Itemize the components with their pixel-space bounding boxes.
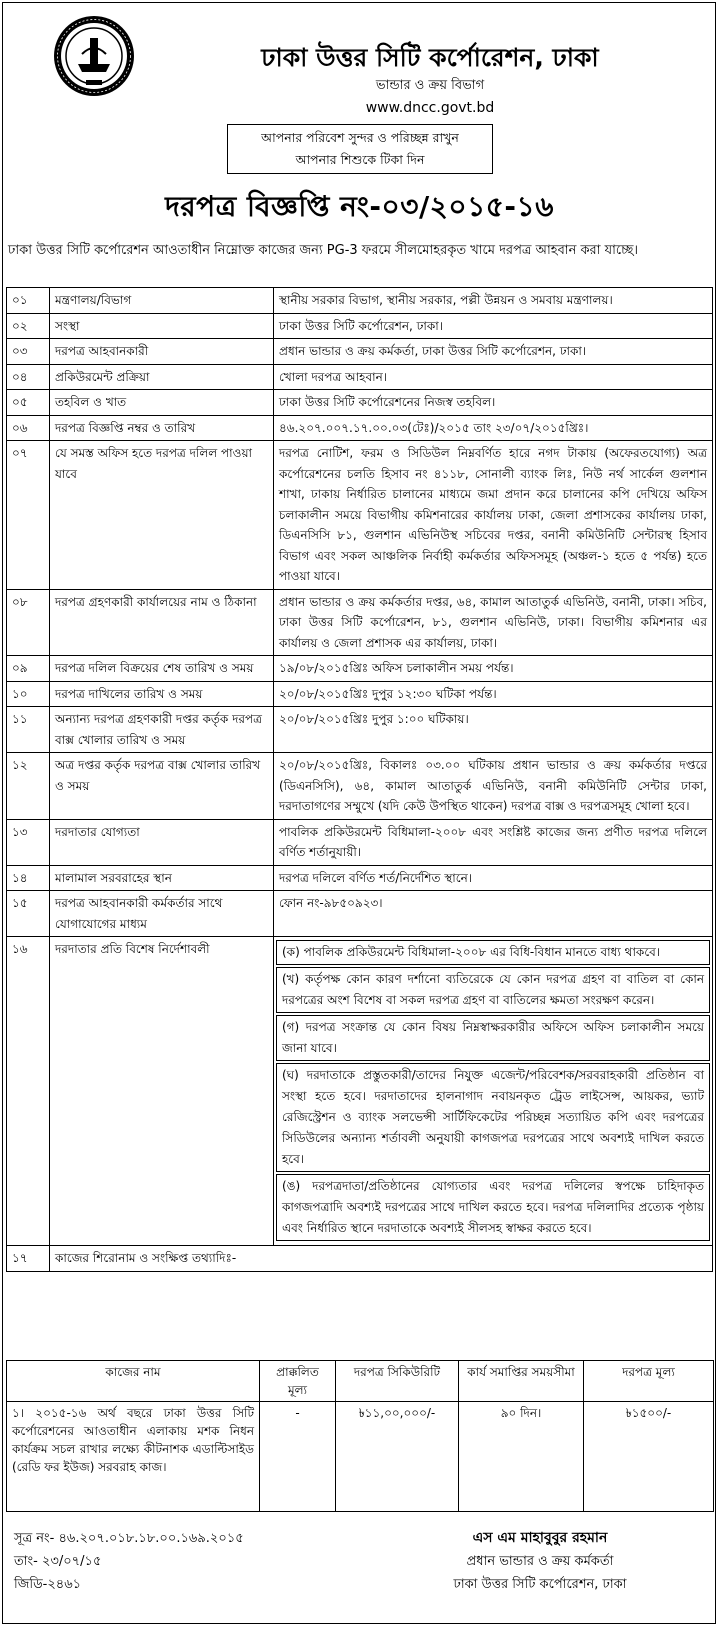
slogan-line-1: আপনার পরিবেশ সুন্দর ও পরিচ্ছন্ন রাখুন xyxy=(261,130,459,145)
row-number: ১০ xyxy=(7,681,50,707)
table-row xyxy=(7,288,713,314)
table-row xyxy=(7,415,713,441)
row-number: ০৮ xyxy=(7,589,50,656)
instruction-item: (খ) কর্তৃপক্ষ কোন কারণ দর্শানো ব্যতিরেকে যে কোন দরপত্র গ্রহণ বা বাতিল বা কোন দরপত্রের অংশ বিশেষ বা সকল দরপত্র গ্রহণ বা বাতিলের ক্ষমতা সংরক্ষণ করেন। xyxy=(276,967,710,1013)
row-number: ০৬ xyxy=(7,415,50,441)
row-number: ০৯ xyxy=(7,656,50,682)
intro-paragraph: ঢাকা উত্তর সিটি কর্পোরেশন আওতাধীন নিম্নোক্ত কাজের জন্য PG-3 ফরমে সীলমোহরকৃত খামে দরপত্র আহবান করা যাচ্ছে। xyxy=(8,243,639,258)
row-subject: মালামাল সরবরাহের স্থান xyxy=(50,865,274,891)
organization-title: ঢাকা উত্তর সিটি কর্পোরেশন, ঢাকা xyxy=(261,43,599,72)
row-value: ২০/০৮/২০১৫খ্রিঃ দুপুর ১২:৩০ ঘটিকা পর্যন্ত। xyxy=(274,681,713,707)
signer-name: এস এম মাহাবুবুর রহমান xyxy=(472,1530,608,1546)
row-subject: দরপত্র গ্রহণকারী কার্যালয়ের নাম ও ঠিকানা xyxy=(50,589,274,656)
website-link[interactable]: www.dncc.govt.bd xyxy=(365,100,495,116)
memo-date: তাং- ২৩/০৭/১৫ xyxy=(14,1554,102,1569)
row-value: ঢাকা উত্তর সিটি কর্পোরেশন, ঢাকা। xyxy=(274,313,713,339)
row-number: ১১ xyxy=(7,707,50,753)
table-row xyxy=(7,339,713,365)
row-subject: দরপত্র বিজ্ঞপ্তি নম্বর ও তারিখ xyxy=(50,415,274,441)
row-subject: দরদাতার যোগ্যতা xyxy=(50,819,274,865)
row-subject: কাজের শিরোনাম ও সংক্ষিপ্ত তথ্যাদিঃ- xyxy=(50,1246,713,1272)
memo-number: সূত্র নং- ৪৬.২০৭.০১৮.১৮.০০.১৬৯.২০১৫ xyxy=(14,1531,244,1546)
table-row xyxy=(7,819,713,865)
row-value: স্থানীয় সরকার বিভাগ, স্থানীয় সরকার, পল্লী উন্নয়ন ও সমবায় মন্ত্রণালয়। xyxy=(274,288,713,314)
row-subject: দরপত্র আহবানকারী xyxy=(50,339,274,365)
tender-details-table xyxy=(6,287,713,1272)
row-subject: প্রকিউরমেন্ট প্রক্রিয়া xyxy=(50,364,274,390)
row-value: পাবলিক প্রকিউরমেন্ট বিধিমালা-২০০৮ এবং সংশ্লিষ্ট কাজের জন্য প্রণীত দরপত্র দলিলে বর্ণিত শর্তানুযায়ী। xyxy=(274,819,713,865)
works-header-row xyxy=(7,1361,714,1402)
row-number: ১২ xyxy=(7,753,50,820)
table-row xyxy=(7,390,713,416)
tender-security-cell: ৳১১,০০,০০০/- xyxy=(336,1402,459,1512)
signer-organization: ঢাকা উত্তর সিটি কর্পোরেশন, ঢাকা xyxy=(453,1577,627,1592)
row-value: ৪৬.২০৭.০০৭.১৭.০০.০৩(টেঃ)/২০১৫ তাং ২৩/০৭/২০১৫খ্রিঃ। xyxy=(274,415,713,441)
works-header-cell: প্রাক্কলিত মূল্য xyxy=(260,1361,336,1402)
row-number: ১৫ xyxy=(7,891,50,937)
row-subject: অত্র দপ্তর কর্তৃক দরপত্র বাক্স খোলার তারিখ ও সময় xyxy=(50,753,274,820)
row-subject: তহবিল ও খাত xyxy=(50,390,274,416)
works-header-cell: দরপত্র মূল্য xyxy=(584,1361,714,1402)
instruction-item: (ঙ) দরপত্রদাতা/প্রতিষ্ঠানের যোগ্যতার এবং দরপত্র দলিলের স্বপক্ষে চাহিদাকৃত কাগজপত্রাদি অবশ্যই দরপত্রের সাথে দাখিল করতে হবে। দরপত্র দলিলাদির প্রত্যেক পৃষ্ঠায় এবং নির্ধারিত স্থানে দরদাতাকে অবশ্যই সীলসহ স্বাক্ষর করতে হবে। xyxy=(276,1174,710,1241)
row-value: ফোন নং-৯৮৫০৯২৩। xyxy=(274,891,713,937)
row-subject: দরদাতার প্রতি বিশেষ নির্দেশাবলী xyxy=(50,937,274,1246)
row-value: ২০/০৮/২০১৫খ্রিঃ, বিকালঃ ০৩.০০ ঘটিকায় প্রধান ভান্ডার ও ক্রয় কর্মকর্তার দপ্তরে (ডিএনসিসি), ৬৪, কামাল আতাতুর্ক এভিনিউ, বনানী কমিউনিটি সেন্টার ঢাকা, দরদাতাগণের সম্মুখে (যদি কেউ উপস্থিত থাকেন) দরপত্র বাক্স ও দরপত্রসমূহ খোলা হবে। xyxy=(274,753,713,820)
row-number: ১৭ xyxy=(7,1246,50,1272)
row-number: ০৪ xyxy=(7,364,50,390)
table-row xyxy=(7,441,713,590)
row-value: দরপত্র দলিলে বর্ণিত শর্ত/নির্দেশিত স্থানে। xyxy=(274,865,713,891)
table-row xyxy=(7,364,713,390)
instruction-item: (ক) পাবলিক প্রকিউরমেন্ট বিধিমালা-২০০৮ এর বিধি-বিধান মানতে বাধ্য থাকবে। xyxy=(276,940,710,965)
works-row xyxy=(7,1402,714,1512)
table-row xyxy=(7,1246,713,1272)
row-value: ২০/০৮/২০১৫খ্রিঃ দুপুর ১:০০ ঘটিকায়। xyxy=(274,707,713,753)
slogan-line-2: আপনার শিশুকে টিকা দিন xyxy=(295,152,425,167)
row-subject: দরপত্র আহবানকারী কর্মকর্তার সাথে যোগাযোগের মাধ্যম xyxy=(50,891,274,937)
row-number: ০২ xyxy=(7,313,50,339)
row-subject: দরপত্র দলিল বিক্রয়ের শেষ তারিখ ও সময় xyxy=(50,656,274,682)
instruction-item: (ঘ) দরদাতাকে প্রস্তুতকারী/তাদের নিযুক্ত এজেন্ট/পরিবেশক/সরবরাহকারী প্রতিষ্ঠান বা সংস্থা হতে হবে। দরদাতাদের হালনাগাদ নবায়নকৃত ট্রেড লাইসেন্স, আয়কর, ভ্যাট রেজিস্ট্রেশন ও ব্যাংক সলভেন্সী সার্টিফিকেটের পরিচ্ছন্ন সত্যায়িত কপি এবং দরপত্রের সিডিউলের অন্যান্য শর্তাবলী অনুযায়ী কাগজপত্র দরপত্রের সাথে অবশ্যই দাখিল করতে হবে। xyxy=(276,1063,710,1172)
row-value: প্রধান ভান্ডার ও ক্রয় কর্মকর্তা, ঢাকা উত্তর সিটি কর্পোরেশন, ঢাকা। xyxy=(274,339,713,365)
row-value: ঢাকা উত্তর সিটি কর্পোরেশনের নিজস্ব তহবিল। xyxy=(274,390,713,416)
signature-block xyxy=(380,1527,700,1596)
tender-price-cell: ৳১৫০০/- xyxy=(584,1402,714,1512)
table-row xyxy=(7,313,713,339)
row-subject: দরপত্র দাখিলের তারিখ ও সময় xyxy=(50,681,274,707)
instruction-item: (গ) দরপত্র সংক্রান্ত যে কোন বিষয় নিম্নস্বাক্ষরকারীর অফিসে অফিস চলাকালীন সময়ে জানা যাবে। xyxy=(276,1015,710,1061)
row-value: ১৯/০৮/২০১৫খ্রিঃ অফিস চলাকালীন সময় পর্যন্ত। xyxy=(274,656,713,682)
works-table xyxy=(6,1360,714,1512)
completion-time-cell: ৯০ দিন। xyxy=(459,1402,584,1512)
works-header-cell: দরপত্র সিকিউরিটি xyxy=(336,1361,459,1402)
table-row xyxy=(7,865,713,891)
department-name: ভান্ডার ও ক্রয় বিভাগ xyxy=(375,78,485,93)
gd-number: জিডি-২৪৬১ xyxy=(14,1577,82,1592)
row-value: খোলা দরপত্র আহবান। xyxy=(274,364,713,390)
table-row xyxy=(7,753,713,820)
row-value: দরপত্র নোটিশ, ফরম ও সিডিউল নিম্নবর্ণিত হারে নগদ টাকায় (অফেরতযোগ্য) অত্র কর্পোরেশনের চলতি হিসাব নং ৪১১৮, সোনালী ব্যাংক লিঃ, নিউ নর্থ সার্কেল গুলশান শাখা, ঢাকায় নির্ধারিত চালানের মাধ্যমে জমা প্রদান করে চালানের কপি দেখিয়ে অফিস চলাকালীন সময়ে বিভাগীয় কমিশনারের কার্যালয় ঢাকা, জেলা প্রশাসকের কার্যালয় ঢাকা, ডিএনসিসি ৮১, গুলশান এভিনিউস্থ সচিবের দপ্তর, বনানী কমিউনিটি সেন্টারস্থ হিসাব বিভাগ এবং সকল আঞ্চলিক নির্বাহী কর্মকর্তার অফিসসমূহ (অঞ্চল-১ হতে ৫ পর্যন্ত) হতে পাওয়া যাবে। xyxy=(274,441,713,590)
table-row xyxy=(7,681,713,707)
row-value: প্রধান ভান্ডার ও ক্রয় কর্মকর্তার দপ্তর, ৬৪, কামাল আতাতুর্ক এভিনিউ, বনানী, ঢাকা। সচিব, ঢাকা উত্তর সিটি কর্পোরেশন, ৮১, গুলশান এভিনিউ, ঢাকা। বিভাগীয় কমিশনার এর কার্যালয় ও জেলা প্রশাসক এর কার্যালয়, ঢাকা। xyxy=(274,589,713,656)
estimated-cost-cell: - xyxy=(260,1402,336,1512)
row-number: ০৫ xyxy=(7,390,50,416)
signer-title: প্রধান ভান্ডার ও ক্রয় কর্মকর্তা xyxy=(466,1554,614,1569)
row-number: ০৩ xyxy=(7,339,50,365)
work-name-cell: ১। ২০১৫-১৬ অর্থ বছরে ঢাকা উত্তর সিটি কর্পোরেশনের আওতাধীন এলাকায় মশক নিধন কার্যক্রম সচল রাখার লক্ষ্যে কীটনাশক এডাল্টিসাইড (রেডি ফর ইউজ) সরবরাহ কাজ। xyxy=(7,1402,260,1512)
slogan-box xyxy=(227,124,493,174)
row-subject: যে সমস্ত অফিস হতে দরপত্র দলিল পাওয়া যাবে xyxy=(50,441,274,590)
works-header-cell: কাজের নাম xyxy=(7,1361,260,1402)
table-row xyxy=(7,656,713,682)
works-header-cell: কার্য সমাপ্তির সময়সীমা xyxy=(459,1361,584,1402)
row-number: ১৩ xyxy=(7,819,50,865)
row-number: ১৬ xyxy=(7,937,50,1246)
row-subject: সংস্থা xyxy=(50,313,274,339)
row-number: ১৪ xyxy=(7,865,50,891)
row-subject: মন্ত্রণালয়/বিভাগ xyxy=(50,288,274,314)
notice-title: দরপত্র বিজ্ঞপ্তি নং-০৩/২০১৫-১৬ xyxy=(165,190,554,223)
table-row xyxy=(7,937,713,1246)
special-instructions-cell xyxy=(274,937,713,1246)
memo-block xyxy=(14,1527,244,1596)
table-row xyxy=(7,707,713,753)
row-subject: অন্যান্য দরপত্র গ্রহণকারী দপ্তর কর্তৃক দরপত্র বাক্স খোলার তারিখ ও সময় xyxy=(50,707,274,753)
table-row xyxy=(7,589,713,656)
dncc-seal-logo xyxy=(52,14,136,98)
row-number: ০১ xyxy=(7,288,50,314)
row-number: ০৭ xyxy=(7,441,50,590)
table-row xyxy=(7,891,713,937)
